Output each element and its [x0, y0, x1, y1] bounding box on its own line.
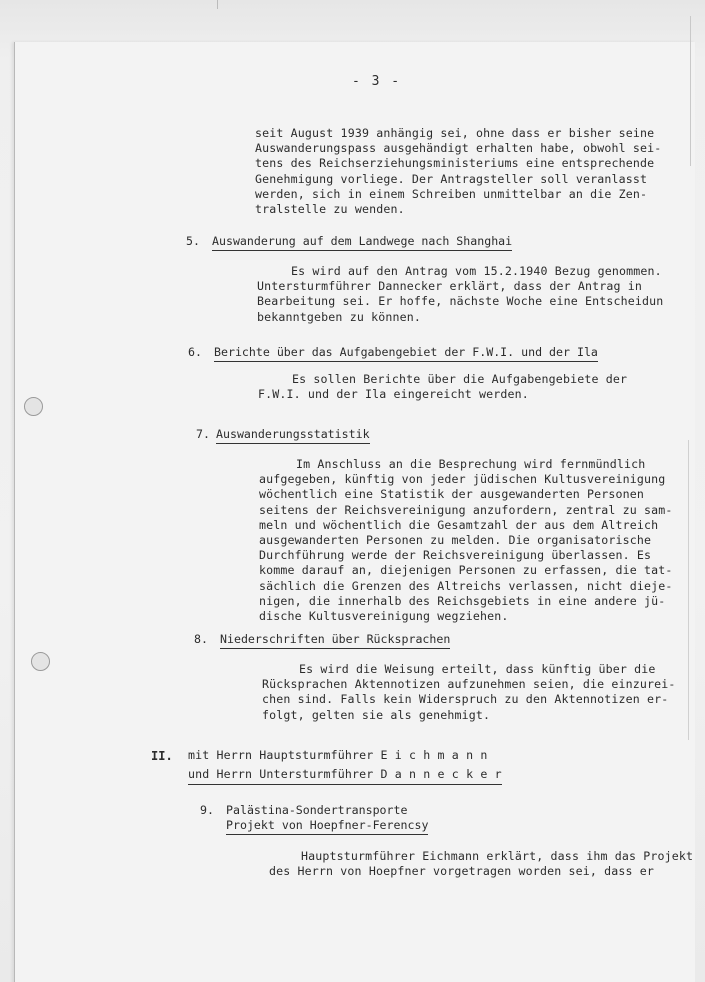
scan-edge-mark	[205, 0, 218, 9]
item-number: 9.	[200, 803, 214, 817]
text-line: Hauptsturmführer Eichmann erklärt, dass ihm das Projekt	[301, 849, 694, 863]
text-line: tens des Reichserziehungsministeriums eine entsprechende	[255, 156, 655, 171]
text-line: Rücksprachen Aktennotizen aufzunehmen seien, die einzurei-	[262, 677, 676, 692]
page-number: - 3 -	[352, 74, 402, 89]
text-line: ausgewanderten Personen zu melden. Die organisatorische	[259, 533, 652, 548]
text-line: Durchführung werde der Reichsvereinigung überlassen. Es	[259, 548, 652, 563]
text-line: Bearbeitung sei. Er hoffe, nächste Woche eine Entscheidun	[257, 294, 664, 309]
text-line: folgt, gelten sie als genehmigt.	[262, 707, 491, 722]
scan-edge-line	[690, 16, 691, 166]
text-line: Untersturmführer Dannecker erklärt, dass der Antrag in	[257, 279, 643, 294]
item-title: Auswanderung auf dem Landwege nach Shanghai	[212, 234, 512, 251]
text-line: seitens der Reichsvereinigung anzufordern, zentral zu sam-	[259, 502, 673, 517]
text-line: Auswanderungspass ausgehändigt erhalten habe, obwohl sei-	[255, 141, 662, 156]
text-line: aufgegeben, künftig von jeder jüdischen Kultusvereinigung	[259, 472, 666, 487]
item-title: Palästina-Sondertransporte	[226, 803, 408, 817]
section-number: II.	[151, 749, 173, 763]
item-heading-7	[196, 427, 370, 441]
text-line: sächlich die Grenzen des Altreichs verlassen, nicht dieje-	[259, 578, 673, 593]
item-title: Auswanderungsstatistik	[216, 427, 370, 444]
item-title: Niederschriften über Rücksprachen	[220, 632, 450, 649]
item-title: Berichte über das Aufgabengebiet der F.W.I. und der Ila	[214, 345, 598, 362]
text-line: Es wird auf den Antrag vom 15.2.1940 Bezug genommen.	[291, 264, 662, 278]
item-number: 8.	[194, 632, 208, 646]
item-heading-5	[186, 234, 512, 248]
text-line: dische Kultusvereinigung wegziehen.	[259, 609, 509, 624]
item-8-paragraph	[262, 662, 676, 723]
intro-paragraph	[255, 126, 661, 217]
item-heading-9	[200, 803, 407, 817]
item-9-paragraph	[269, 849, 693, 879]
item-5-paragraph	[257, 264, 663, 325]
text-line: bekanntgeben zu können.	[257, 309, 421, 324]
text-line: Es wird die Weisung erteilt, dass künftig über die	[299, 662, 656, 676]
text-line: meln und wöchentlich die Gesamtzahl der aus dem Altreich	[259, 517, 659, 532]
item-number: 5.	[186, 234, 200, 248]
text-line: Genehmigung vorliege. Der Antragsteller soll veranlasst	[255, 171, 648, 186]
item-heading-8	[194, 632, 450, 646]
item-number: 7.	[196, 427, 210, 441]
item-subtitle: Projekt von Hoepfner-Ferencsy	[226, 818, 428, 835]
punch-hole	[31, 652, 50, 671]
text-line: werden, sich in einem Schreiben unmittelbar an die Zen-	[255, 186, 648, 201]
section-heading-line: und Herrn Untersturmführer D a n n e c k e r	[188, 767, 502, 785]
text-line: nigen, die innerhalb des Reichsgebiets in eine andere jü-	[259, 593, 666, 608]
punch-hole	[24, 397, 43, 416]
item-6-paragraph	[258, 372, 627, 402]
item-number: 6.	[188, 345, 202, 359]
item-heading-9-sub	[226, 818, 428, 832]
text-line: Im Anschluss an die Besprechung wird fernmündlich	[296, 457, 646, 471]
text-line: chen sind. Falls kein Widerspruch zu den Aktennotizen er-	[262, 692, 669, 707]
text-line: F.W.I. und der Ila eingereicht werden.	[258, 387, 529, 402]
text-line: Es sollen Berichte über die Aufgabengebiete der	[292, 372, 628, 386]
section-heading-line: mit Herrn Hauptsturmführer E i c h m a n n	[188, 748, 488, 762]
scan-edge-line	[688, 440, 689, 740]
section-2-heading	[188, 748, 502, 785]
text-line: wöchentlich eine Statistik der ausgewanderten Personen	[259, 487, 645, 502]
text-line: seit August 1939 anhängig sei, ohne dass er bisher seine	[255, 126, 655, 140]
item-heading-6	[188, 345, 598, 359]
text-line: des Herrn von Hoepfner vorgetragen worden sei, dass er	[269, 864, 655, 879]
text-line: komme darauf an, diejenigen Personen zu erfassen, die tat-	[259, 563, 673, 578]
text-line: tralstelle zu wenden.	[255, 202, 405, 217]
item-7-paragraph	[259, 457, 673, 624]
